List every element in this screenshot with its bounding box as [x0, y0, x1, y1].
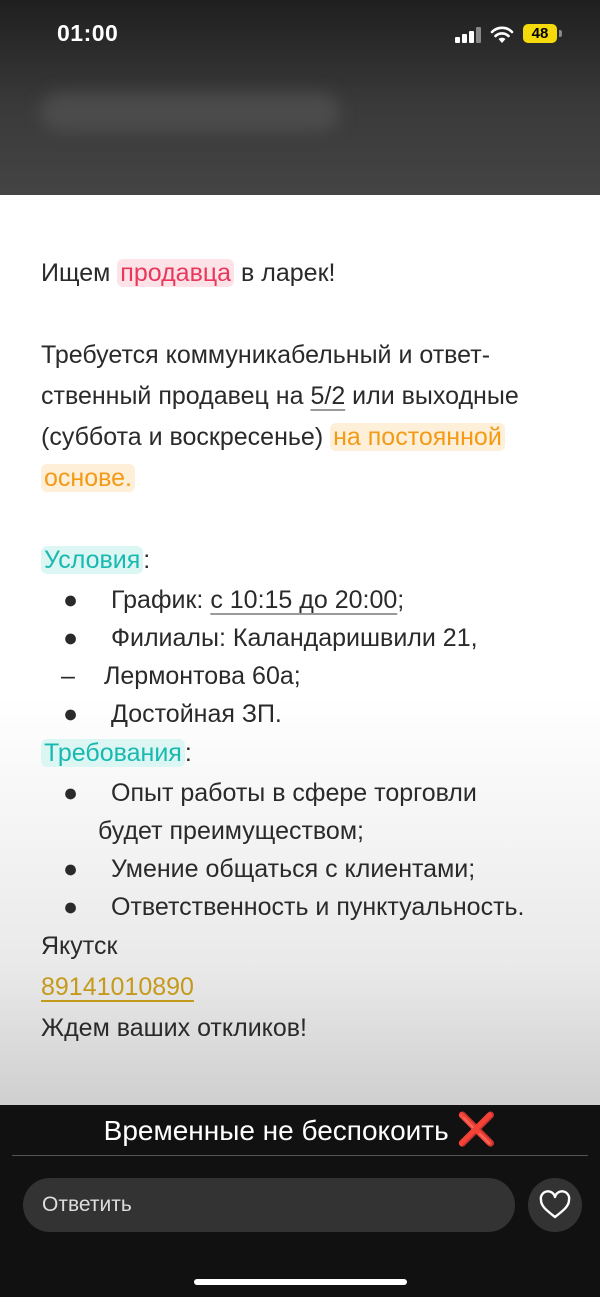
- post-text: [41, 253, 581, 1049]
- list-item: – Лермонтова 60а;: [61, 662, 301, 690]
- conditions-heading: Условия :: [41, 540, 581, 581]
- list-item: ● График: с 10:15 до 20:00;: [63, 586, 405, 614]
- story-footer: [0, 1105, 600, 1297]
- list-item: ● Ответственность и пунктуальность.: [63, 893, 525, 921]
- heart-icon: [528, 1178, 582, 1232]
- list-item: ● Опыт работы в сфере торговли: [63, 779, 477, 807]
- wifi-icon: [490, 24, 514, 44]
- home-indicator: [194, 1279, 407, 1285]
- like-button[interactable]: [528, 1178, 582, 1232]
- battery-icon: 48: [523, 24, 557, 43]
- divider: [12, 1155, 588, 1156]
- list-item: ● Филиалы: Каландаришвили 21,: [63, 624, 478, 652]
- highlight-permanent: на постоянной: [330, 423, 505, 451]
- description-line-1: Требуется коммуникабельный и ответ-: [41, 341, 491, 369]
- status-bar: [0, 0, 600, 70]
- cross-mark-icon: ❌: [456, 1111, 497, 1147]
- requirements-heading: Требования :: [41, 733, 581, 774]
- city: Якутск: [41, 932, 118, 960]
- phone-link[interactable]: 89141010890: [41, 973, 194, 1001]
- description-line-3: (суббота и воскресенье) на постоянной: [41, 417, 581, 458]
- description-line-4: [41, 458, 581, 499]
- list-item-continued: будет преимуществом;: [98, 817, 364, 845]
- closing-text: Ждем ваших откликов!: [41, 1014, 308, 1042]
- cellular-signal-icon: [455, 27, 481, 43]
- story-card: [0, 195, 600, 1105]
- headline: Ищем продавца в ларек!: [41, 259, 336, 287]
- status-time: 01:00: [57, 20, 119, 46]
- story-caption: Временные не беспокоить ❌: [103, 1111, 497, 1147]
- description-line-2: ственный продавец на 5/2 или выходные: [41, 382, 519, 410]
- highlight-basis: основе.: [41, 464, 135, 492]
- list-item: ● Умение общаться с клиентами;: [63, 855, 476, 883]
- list-item: ● Достойная ЗП.: [63, 700, 282, 728]
- blurred-username: [40, 92, 340, 132]
- reply-input[interactable]: Ответить: [23, 1178, 515, 1232]
- highlight-seller: продавца: [117, 259, 234, 287]
